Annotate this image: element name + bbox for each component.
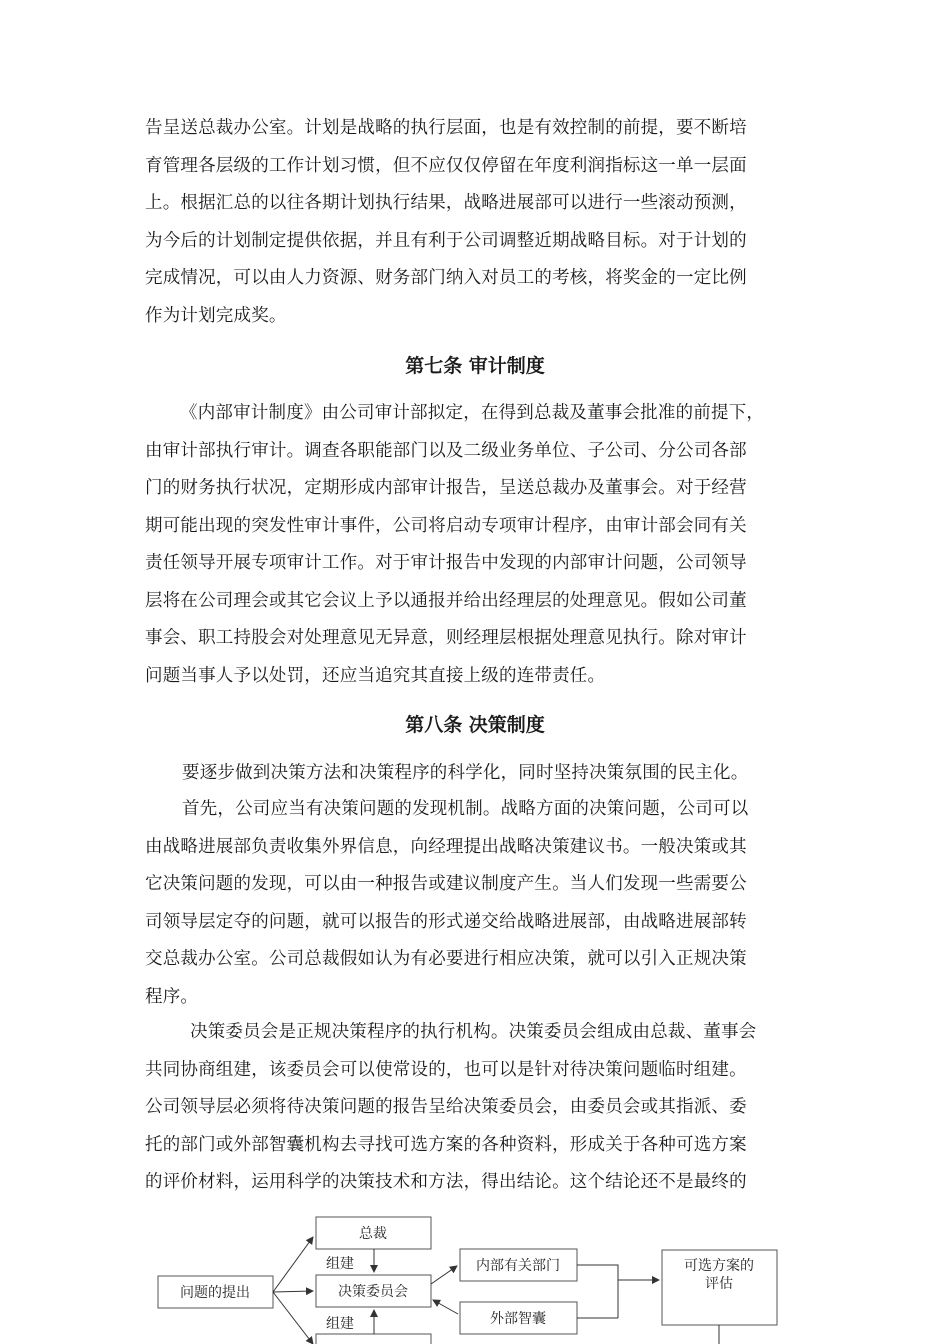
text-line: 层将在公司理会或其它会议上予以通报并给出经理层的处理意见。假如公司董 — [145, 590, 747, 611]
arrow-to-president — [273, 1237, 313, 1292]
text-line: 告呈送总裁办公室。计划是战略的执行层面，也是有效控制的前提，要不断培 — [145, 118, 747, 138]
text-line: 《内部审计制度》由公司审计部拟定，在得到总裁及董事会批准的前提下， — [180, 403, 765, 423]
arrow-external-committee — [433, 1300, 458, 1314]
text-line: 为今后的计划制定提供依据，并且有利于公司调整近期战略目标。对于计划的 — [145, 230, 747, 251]
label-external: 外部智囊 — [490, 1311, 546, 1327]
text-line: 要逐步做到决策方法和决策程序的科学化，同时坚持决策氛围的民主化。 — [182, 763, 749, 783]
text-line: 首先，公司应当有决策问题的发现机制。战略方面的决策问题，公司可以 — [182, 799, 749, 819]
text-line: 责任领导开展专项审计工作。对于审计报告中发现的内部审计问题，公司领导 — [145, 553, 747, 573]
section-heading-audit: 第七条 审计制度 — [405, 355, 545, 377]
bottom-box — [316, 1334, 431, 1344]
text-line: 公司领导层必须将待决策问题的报告呈给决策委员会，由委员会或其指派、委 — [145, 1097, 747, 1117]
label-eval-2: 评估 — [705, 1276, 733, 1292]
text-line: 问题当事人予以处罚，还应当追究其直接上级的连带责任。 — [145, 665, 606, 686]
text-line: 上。根据汇总的以往各期计划执行结果，战略进展部可以进行一些滚动预测， — [145, 193, 747, 213]
label-president: 总裁 — [359, 1226, 387, 1242]
text-line: 由战略进展部负责收集外界信息，向经理提出战略决策建议书。一般决策或其 — [145, 836, 747, 857]
text-line: 由审计部执行审计。调查各职能部门以及二级业务单位、子公司、分公司各部 — [145, 440, 747, 461]
text-line: 程序。 — [145, 986, 199, 1007]
label-committee: 决策委员会 — [338, 1284, 408, 1300]
text-line: 育管理各层级的工作计划习惯，但不应仅仅停留在年度利润指标这一单一层面 — [145, 155, 747, 176]
arrow-internal-evaluation — [577, 1265, 659, 1280]
label-problem: 问题的提出 — [180, 1285, 250, 1301]
text-line: 期可能出现的突发性审计事件，公司将启动专项审计程序，由审计部会同有关 — [145, 515, 747, 536]
text-line: 它决策问题的发现，可以由一种报告或建议制度产生。当人们发现一些需要公 — [145, 874, 747, 894]
arrow-to-committee — [273, 1291, 313, 1292]
arrow-to-bottom — [273, 1292, 313, 1344]
label-build-bottom: 组建 — [326, 1316, 354, 1332]
text-line: 的评价材料，运用科学的决策技术和方法，得出结论。这个结论还不是最终的 — [145, 1172, 747, 1192]
text-line: 交总裁办公室。公司总裁假如认为有必要进行相应决策，就可以引入正规决策 — [145, 949, 747, 969]
text-line: 决策委员会是正规决策程序的执行机构。决策委员会组成由总裁、董事会 — [190, 1022, 757, 1042]
section-heading-decision: 第八条 决策制度 — [405, 714, 545, 736]
text-line: 托的部门或外部智囊机构去寻找可选方案的各种资料，形成关于各种可选方案 — [145, 1134, 747, 1155]
arrow-committee-internal — [431, 1266, 457, 1284]
text-line: 门的财务执行状况，定期形成内部审计报告，呈送总裁办及董事会。对于经营 — [145, 478, 747, 498]
label-internal: 内部有关部门 — [476, 1258, 560, 1274]
label-eval-1: 可选方案的 — [684, 1258, 754, 1274]
text-line: 司领导层定夺的问题，就可以报告的形式递交给战略进展部，由战略进展部转 — [145, 911, 747, 932]
text-line: 共同协商组建，该委员会可以使常设的，也可以是针对待决策问题临时组建。 — [145, 1059, 747, 1080]
text-line: 完成情况，可以由人力资源、财务部门纳入对员工的考核，将奖金的一定比例 — [145, 268, 747, 288]
label-build-top: 组建 — [326, 1256, 354, 1272]
text-line: 作为计划完成奖。 — [145, 305, 287, 326]
text-line: 事会、职工持股会对处理意见无异意，则经理层根据处理意见执行。除对审计 — [145, 628, 747, 648]
